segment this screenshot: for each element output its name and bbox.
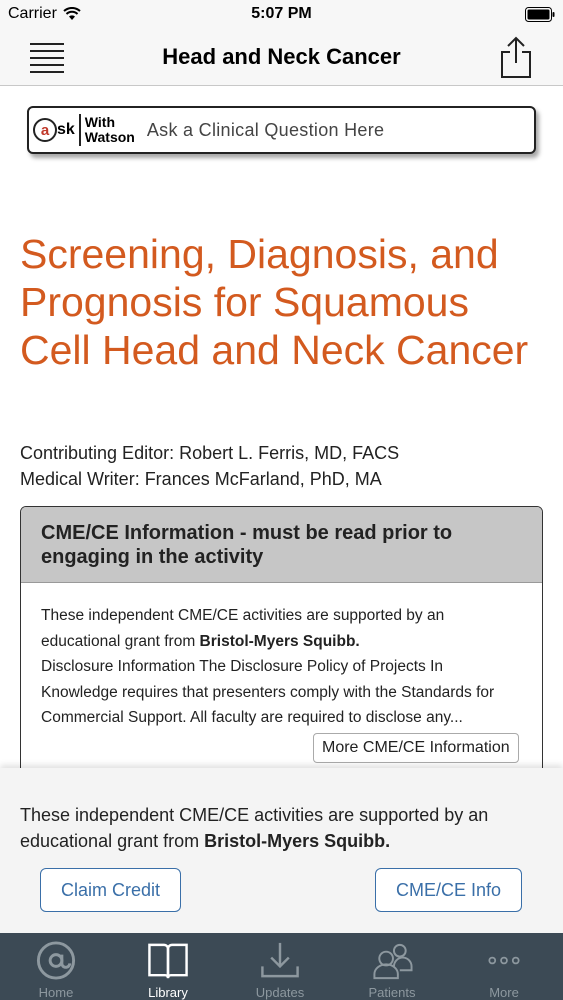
download-icon [258, 939, 302, 982]
cme-info-card [20, 506, 543, 806]
page-title: Head and Neck Cancer [162, 44, 401, 69]
ask-watson-search[interactable] [27, 106, 536, 154]
bottom-sponsor: Bristol-Myers Squibb. [204, 831, 391, 851]
tab-patients[interactable] [336, 933, 448, 1000]
battery-icon [525, 7, 555, 22]
people-icon [370, 939, 414, 982]
ask-logo-watson [85, 115, 135, 145]
cme-card-body [21, 583, 542, 731]
ask-watson-logo [33, 112, 135, 148]
share-icon[interactable] [499, 35, 533, 79]
book-icon [146, 939, 190, 982]
carrier-label: Carrier [8, 5, 57, 22]
tab-label-updates: Updates [255, 985, 305, 1000]
status-time: 5:07 PM [251, 5, 312, 22]
bottom-sheet-text [20, 802, 550, 854]
tab-updates[interactable] [224, 933, 336, 1000]
medical-writer: Medical Writer: Frances McFarland, PhD, MA [20, 469, 382, 489]
contributors [20, 440, 550, 492]
tab-bar [0, 933, 563, 1000]
article-title: Screening, Diagnosis, and Prognosis for Squamous Cell Head and Neck Cancer [20, 231, 529, 373]
claim-credit-button[interactable]: Claim Credit [40, 868, 181, 912]
bottom-text-body: These independent CME/CE activities are supported by an educational grant from [20, 805, 489, 851]
ask-logo-sk: sk [57, 121, 75, 138]
more-cme-info-button[interactable]: More CME/CE Information [313, 733, 519, 763]
cme-card-header: CME/CE Information - must be read prior to engaging in the activity [21, 507, 542, 583]
cme-bottom-sheet [0, 768, 563, 933]
tab-library[interactable] [112, 933, 224, 1000]
status-bar [0, 0, 563, 30]
at-sign-icon [34, 939, 78, 982]
cme-ce-info-button[interactable]: CME/CE Info [375, 868, 522, 912]
logo-watson: Watson [84, 129, 135, 145]
logo-with: With [84, 114, 115, 130]
cme-sponsor: Bristol-Myers Squibb. [199, 632, 360, 650]
ask-placeholder: Ask a Clinical Question Here [146, 119, 385, 140]
tab-label-library: Library [148, 985, 188, 1000]
logo-divider [79, 114, 81, 146]
tab-label-more: More [489, 985, 519, 1000]
at-sign-icon: a [33, 118, 57, 142]
cme-body-text: These independent CME/CE activities are supported by an educational grant from [41, 607, 445, 650]
tab-label-home: Home [38, 985, 74, 1000]
tab-more[interactable] [448, 933, 560, 1000]
cme-disclosure: Disclosure Information The Disclosure Policy of Projects In Knowledge requires that presenters comply with the Standards for Commercial Support. All faculty are required to disclose any... [41, 658, 495, 726]
contributing-editor: Contributing Editor: Robert L. Ferris, MD, FACS [20, 443, 400, 463]
more-dots-icon [482, 939, 526, 982]
tab-label-patients: Patients [368, 985, 416, 1000]
tab-home[interactable] [0, 933, 112, 1000]
nav-bar [0, 30, 563, 86]
